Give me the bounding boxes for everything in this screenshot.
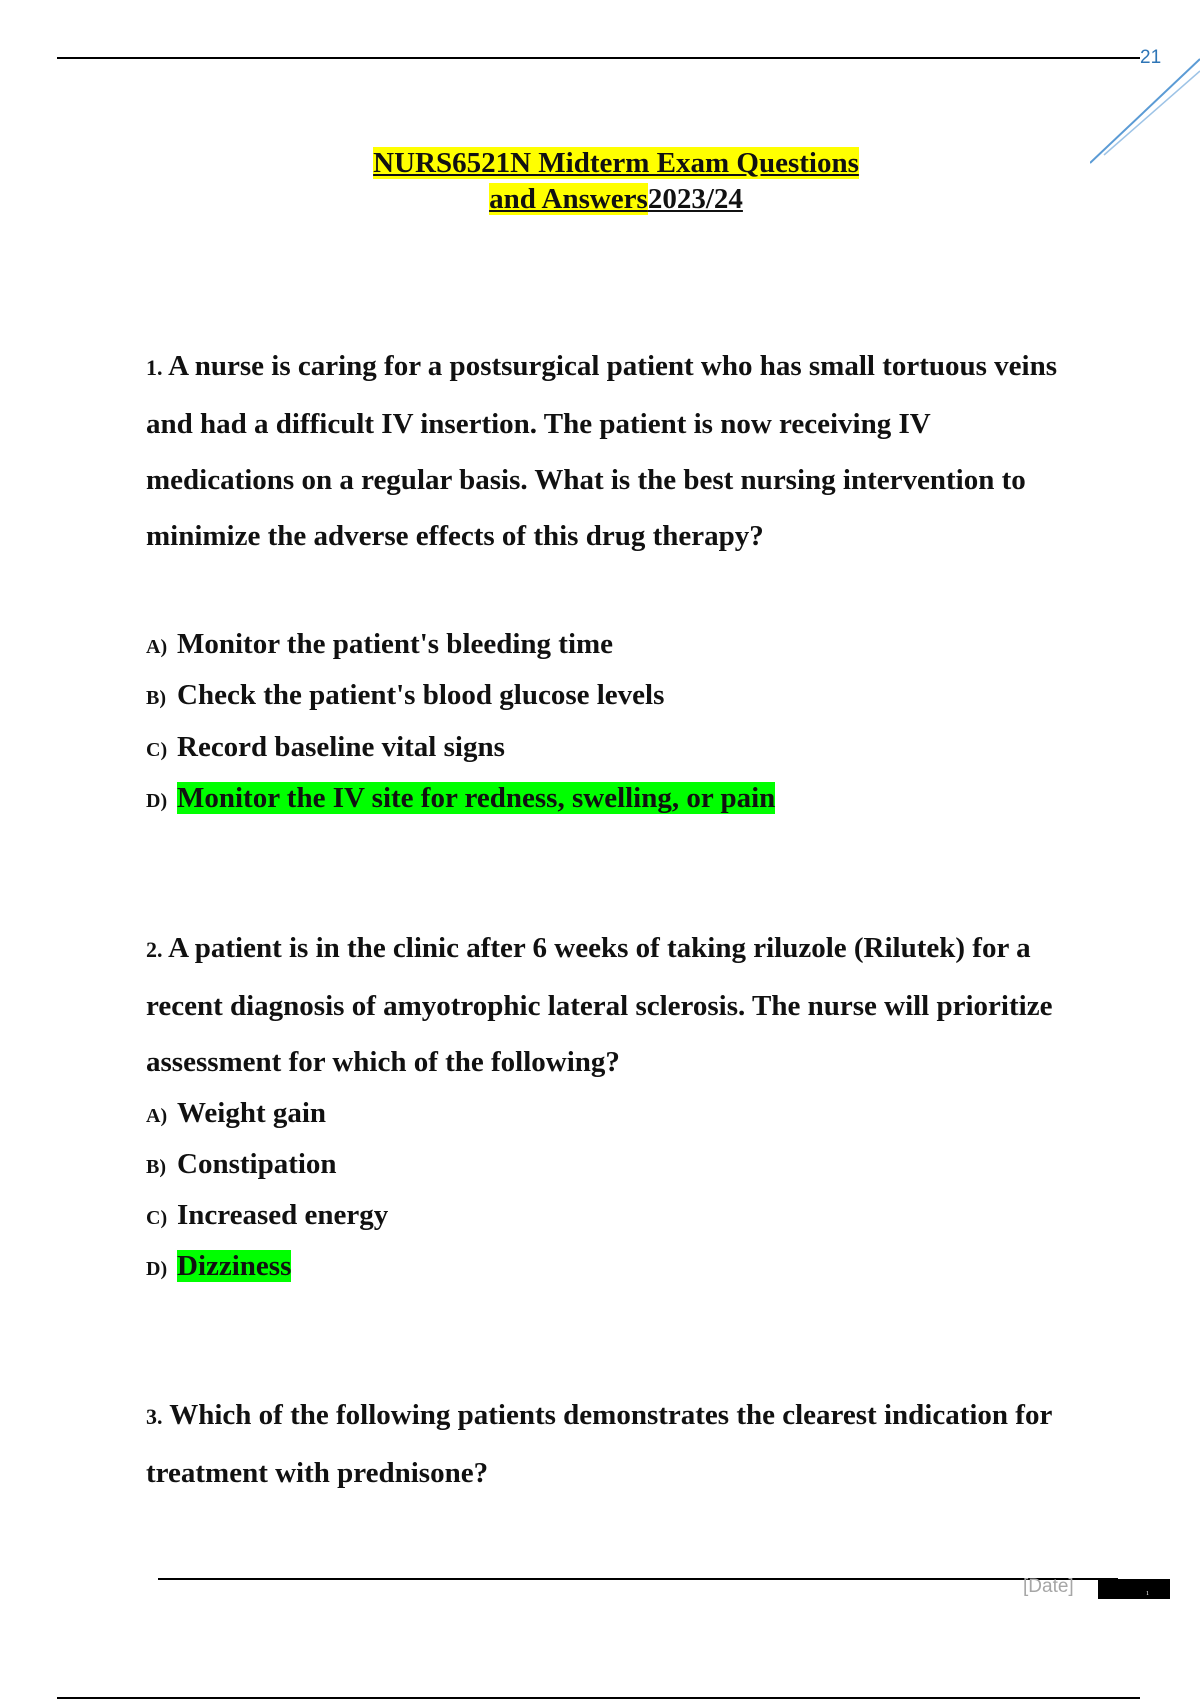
document-title <box>0 145 1200 217</box>
question-text: Which of the following patients demonstrates the clearest indication for treatment with prednisone? <box>146 1399 1052 1489</box>
question-1-option-d <box>146 778 775 821</box>
question-1-option-c <box>146 727 505 770</box>
page-bottom-rule <box>57 1697 1140 1699</box>
option-text: Weight gain <box>177 1097 327 1129</box>
option-text: Record baseline vital signs <box>177 731 505 763</box>
footer-rule <box>158 1578 1118 1580</box>
option-letter: C) <box>146 739 168 761</box>
option-letter: B) <box>146 1156 166 1178</box>
question-1 <box>146 338 1076 564</box>
question-1-option-a <box>146 624 613 667</box>
option-text: Monitor the patient's bleeding time <box>177 628 614 660</box>
question-2-option-a <box>146 1093 326 1136</box>
option-text: Increased energy <box>177 1199 389 1231</box>
question-3 <box>146 1387 1076 1501</box>
option-letter: D) <box>146 1258 168 1280</box>
question-1-option-b <box>146 675 664 718</box>
question-text: A patient is in the clinic after 6 weeks of taking riluzole (Rilutek) for a recent diagnosis of amyotrophic lateral sclerosis. The nurse will prioritize assessment for which of the following? <box>146 932 1053 1078</box>
footer-page-box <box>1098 1579 1170 1599</box>
correct-answer-text: Monitor the IV site for redness, swelling, or pain <box>177 782 776 814</box>
question-number: 1. <box>146 355 163 380</box>
question-2-option-d <box>146 1246 291 1289</box>
option-letter: B) <box>146 687 166 709</box>
title-line-2-highlighted: and Answers <box>489 183 648 215</box>
title-line-2-year: 2023/24 <box>647 183 743 215</box>
question-2-option-b <box>146 1144 337 1187</box>
question-2 <box>146 920 1076 1090</box>
option-letter: D) <box>146 790 168 812</box>
question-number: 2. <box>146 937 163 962</box>
footer-box-number: 1 <box>1146 1591 1149 1597</box>
correct-answer-text: Dizziness <box>177 1250 292 1282</box>
option-letter: A) <box>146 1105 168 1127</box>
option-text: Check the patient's blood glucose levels <box>177 679 665 711</box>
title-line-1: NURS6521N Midterm Exam Questions <box>373 147 859 179</box>
option-letter: A) <box>146 636 168 658</box>
header-rule <box>57 57 1140 59</box>
question-2-option-c <box>146 1195 388 1238</box>
page-number: 21 <box>1140 47 1162 68</box>
footer-date: [Date] <box>1023 1576 1074 1597</box>
question-text: A nurse is caring for a postsurgical patient who has small tortuous veins and had a difficult IV insertion. The patient is now receiving IV medications on a regular basis. What is the best nursing intervention to minimize the adverse effects of this drug therapy? <box>146 350 1058 552</box>
option-text: Constipation <box>177 1148 337 1180</box>
question-number: 3. <box>146 1404 163 1429</box>
option-letter: C) <box>146 1207 168 1229</box>
